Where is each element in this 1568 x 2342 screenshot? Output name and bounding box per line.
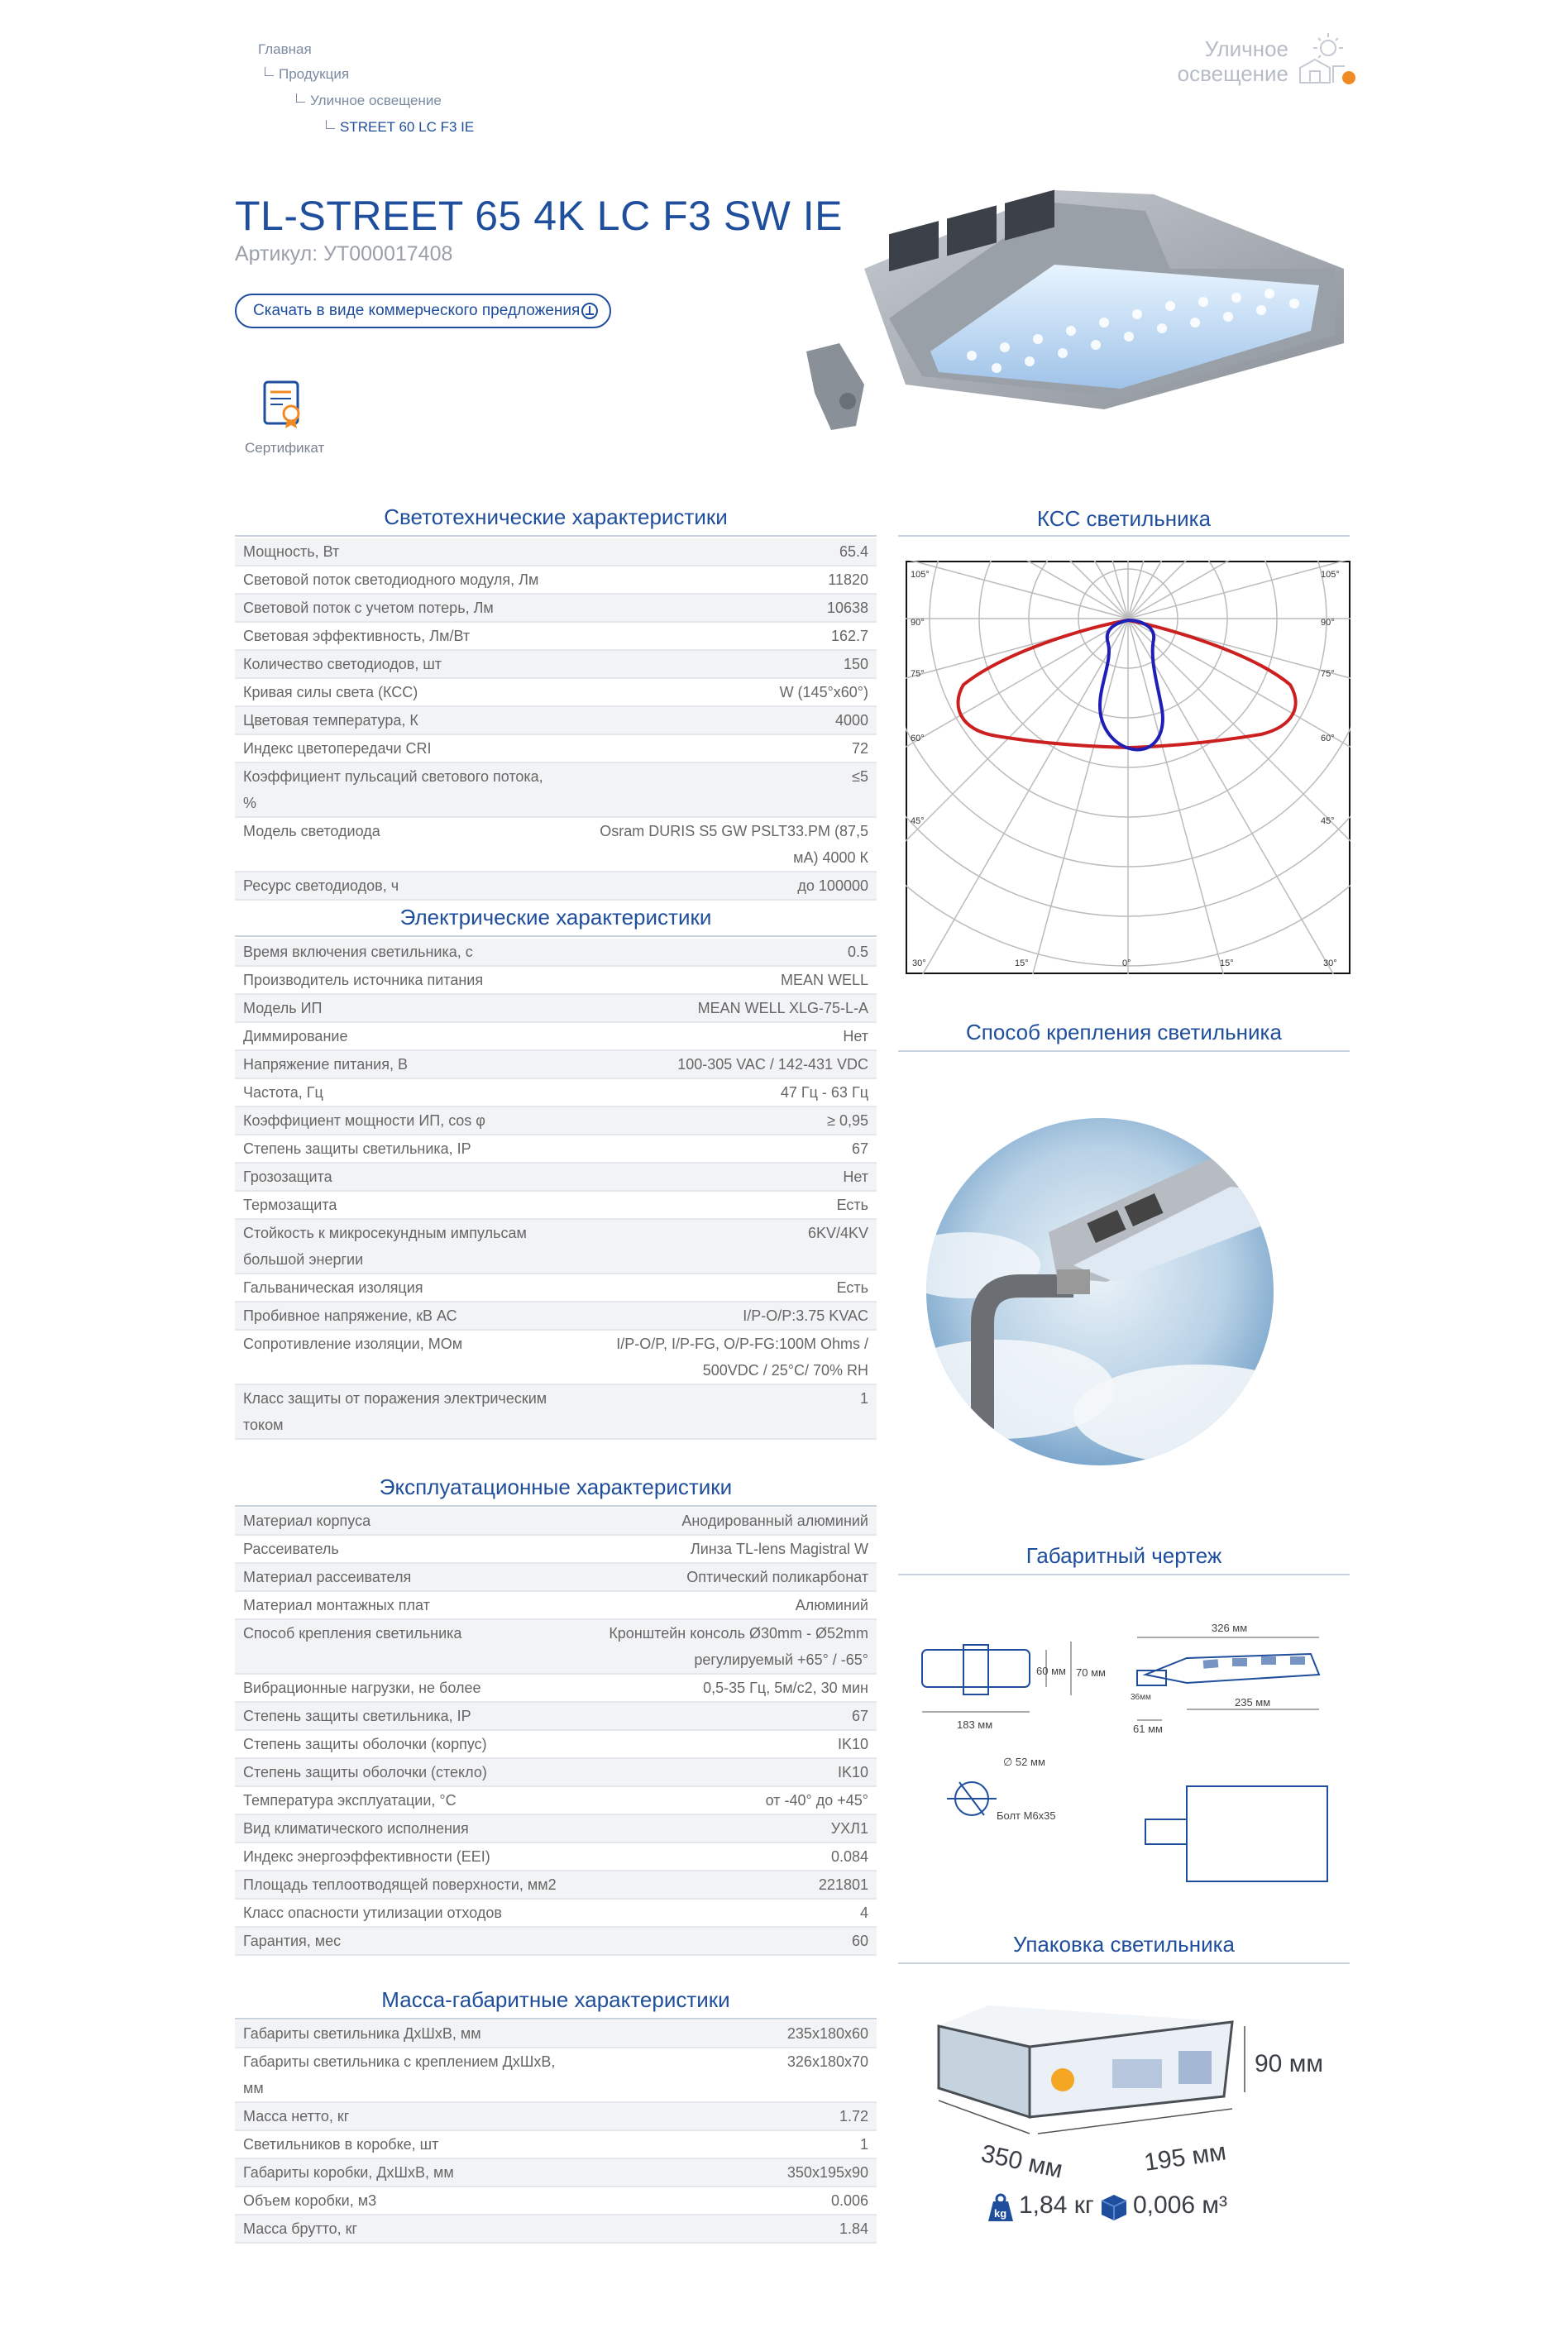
spec-name: Гальваническая изоляция bbox=[235, 1274, 566, 1302]
spec-name: Грозозащита bbox=[235, 1163, 566, 1191]
table-row bbox=[235, 762, 877, 817]
spec-value: Osram DURIS S5 GW PSLT33.PM (87,5 мА) 4000 К bbox=[566, 817, 877, 872]
spec-value: I/P-O/P:3.75 KVAC bbox=[566, 1302, 877, 1330]
spec-name: Температура эксплуатации, °С bbox=[235, 1786, 566, 1814]
operation-specs-title: Эксплуатационные характеристики bbox=[235, 1475, 877, 1507]
package-volume: 0,006 м³ bbox=[1133, 2191, 1228, 2219]
ksc-left-label: 60° bbox=[911, 734, 925, 743]
table-row bbox=[235, 2130, 877, 2158]
ksc-right-label: 60° bbox=[1321, 734, 1335, 743]
spec-value: 0.006 bbox=[566, 2187, 877, 2215]
spec-value: 0.084 bbox=[566, 1843, 877, 1871]
ksc-right-label: 90° bbox=[1321, 618, 1335, 628]
light-specs-table bbox=[235, 538, 877, 901]
spec-value: 67 bbox=[566, 1135, 877, 1163]
spec-name: Степень защиты светильника, IP bbox=[235, 1135, 566, 1163]
table-row bbox=[235, 1302, 877, 1330]
spec-name: Световой поток светодиодного модуля, Лм bbox=[235, 566, 566, 594]
spec-name: Объем коробки, м3 bbox=[235, 2187, 566, 2215]
spec-value: Нет bbox=[566, 1022, 877, 1050]
spec-value: 10638 bbox=[566, 594, 877, 622]
ksc-right-label: 45° bbox=[1321, 816, 1335, 826]
ksc-bottom-label: 30° bbox=[912, 958, 926, 968]
spec-name: Коэффициент пульсаций светового потока, % bbox=[235, 762, 566, 817]
spec-value: 235х180х60 bbox=[566, 2020, 877, 2048]
spec-name: Класс опасности утилизации отходов bbox=[235, 1899, 566, 1927]
electric-specs-title: Электрические характеристики bbox=[235, 905, 877, 937]
spec-value: УХЛ1 bbox=[566, 1814, 877, 1843]
table-row bbox=[235, 1508, 877, 1535]
spec-name: Светильников в коробке, шт bbox=[235, 2130, 566, 2158]
street-light-category-icon bbox=[1297, 31, 1356, 88]
ksc-right-label: 75° bbox=[1321, 669, 1335, 679]
spec-name: Вид климатического исполнения bbox=[235, 1814, 566, 1843]
spec-value: 162.7 bbox=[566, 622, 877, 650]
category-line2: освещение bbox=[1177, 61, 1288, 86]
dim-235: 235 мм bbox=[1235, 1696, 1271, 1709]
ksc-bottom-label: 15° bbox=[1220, 958, 1234, 968]
spec-value: Нет bbox=[566, 1163, 877, 1191]
table-row bbox=[235, 566, 877, 594]
spec-value: IK10 bbox=[566, 1758, 877, 1786]
spec-name: Класс защиты от поражения электрическим током bbox=[235, 1384, 566, 1439]
spec-name: Индекс цветопередачи CRI bbox=[235, 734, 566, 762]
dim-70: 70 мм bbox=[1076, 1666, 1106, 1679]
spec-name: Частота, Гц bbox=[235, 1078, 566, 1106]
spec-name: Габариты светильника ДхШхВ, мм bbox=[235, 2020, 566, 2048]
table-row bbox=[235, 1702, 877, 1730]
kg-weight-icon bbox=[987, 2193, 1015, 2223]
package-width-label: 195 мм bbox=[1142, 2138, 1228, 2177]
electric-specs-table bbox=[235, 939, 877, 1440]
spec-value: от -40° до +45° bbox=[566, 1786, 877, 1814]
spec-name: Индекс энергоэффективности (EEI) bbox=[235, 1843, 566, 1871]
spec-name: Масса нетто, кг bbox=[235, 2102, 566, 2130]
table-row bbox=[235, 1871, 877, 1899]
breadcrumb-products[interactable]: Продукция bbox=[265, 66, 349, 83]
dim-183: 183 мм bbox=[957, 1718, 993, 1731]
table-row bbox=[235, 650, 877, 678]
spec-value: MEAN WELL XLG-75-L-A bbox=[566, 994, 877, 1022]
table-row bbox=[235, 1219, 877, 1274]
ksc-polar-diagram bbox=[906, 561, 1350, 974]
table-row bbox=[235, 2187, 877, 2215]
spec-value: 1 bbox=[566, 2130, 877, 2158]
spec-name: Модель ИП bbox=[235, 994, 566, 1022]
mount-title: Способ крепления светильника bbox=[898, 1020, 1350, 1052]
spec-name: Степень защиты оболочки (стекло) bbox=[235, 1758, 566, 1786]
dim-52: ∅ 52 мм bbox=[1003, 1756, 1045, 1768]
spec-value: 0,5-35 Гц, 5м/с2, 30 мин bbox=[566, 1674, 877, 1702]
ksc-left-label: 45° bbox=[911, 816, 925, 826]
spec-value: Алюминий bbox=[566, 1591, 877, 1619]
spec-value: I/P-O/P, I/P-FG, O/P-FG:100M Ohms / 500VDC / 25°C/ 70% RH bbox=[566, 1330, 877, 1384]
spec-value: Кронштейн консоль Ø30mm - Ø52mm регулируемый +65° / -65° bbox=[566, 1619, 877, 1674]
table-row bbox=[235, 1274, 877, 1302]
table-row bbox=[235, 1078, 877, 1106]
spec-name: Световая эффективность, Лм/Вт bbox=[235, 622, 566, 650]
ksc-left-label: 105° bbox=[911, 570, 930, 580]
download-offer-button[interactable] bbox=[235, 294, 611, 328]
spec-name: Модель светодиода bbox=[235, 817, 566, 872]
dim-60: 60 мм bbox=[1036, 1665, 1066, 1677]
table-row bbox=[235, 1135, 877, 1163]
spec-name: Степень защиты оболочки (корпус) bbox=[235, 1730, 566, 1758]
spec-value: ≤5 bbox=[566, 762, 877, 817]
category-label[interactable] bbox=[1178, 36, 1288, 86]
table-row bbox=[235, 1730, 877, 1758]
spec-name: Способ крепления светильника bbox=[235, 1619, 566, 1674]
table-row bbox=[235, 2215, 877, 2243]
spec-name: Производитель источника питания bbox=[235, 966, 566, 994]
spec-name: Вибрационные нагрузки, не более bbox=[235, 1674, 566, 1702]
spec-name: Материал монтажных плат bbox=[235, 1591, 566, 1619]
spec-name: Мощность, Вт bbox=[235, 538, 566, 566]
breadcrumb-current: STREET 60 LC F3 IE bbox=[326, 119, 474, 136]
spec-value: Оптический поликарбонат bbox=[566, 1563, 877, 1591]
table-row bbox=[235, 622, 877, 650]
spec-name: Габариты светильника с креплением ДхШхВ, мм bbox=[235, 2048, 566, 2102]
table-row bbox=[235, 678, 877, 706]
table-row bbox=[235, 1535, 877, 1563]
table-row bbox=[235, 1814, 877, 1843]
ksc-title: КСС светильника bbox=[898, 506, 1350, 537]
table-row bbox=[235, 538, 877, 566]
product-article: Артикул: УТ000017408 bbox=[235, 242, 453, 265]
spec-value: ≥ 0,95 bbox=[566, 1106, 877, 1135]
spec-value: 47 Гц - 63 Гц bbox=[566, 1078, 877, 1106]
ksc-bottom-label: 0° bbox=[1122, 958, 1131, 968]
spec-value: 11820 bbox=[566, 566, 877, 594]
drawing-title: Габаритный чертеж bbox=[898, 1543, 1350, 1575]
dim-326: 326 мм bbox=[1212, 1622, 1248, 1634]
table-row bbox=[235, 1163, 877, 1191]
svg-text:kg: kg bbox=[994, 2207, 1007, 2220]
ksc-right-label: 105° bbox=[1321, 570, 1340, 580]
table-row bbox=[235, 1899, 877, 1927]
spec-value: Линза TL-lens Magistral W bbox=[566, 1535, 877, 1563]
table-row bbox=[235, 2102, 877, 2130]
table-row bbox=[235, 1758, 877, 1786]
table-row bbox=[235, 1050, 877, 1078]
cube-icon bbox=[1100, 2193, 1128, 2221]
ksc-bottom-label: 30° bbox=[1323, 958, 1337, 968]
spec-value: 100-305 VAC / 142-431 VDC bbox=[566, 1050, 877, 1078]
table-row bbox=[235, 817, 877, 872]
spec-value: 4000 bbox=[566, 706, 877, 734]
table-row bbox=[235, 1843, 877, 1871]
light-specs-title: Светотехнические характеристики bbox=[235, 504, 877, 537]
table-row bbox=[235, 939, 877, 966]
category-line1: Уличное bbox=[1204, 36, 1288, 61]
product-title: TL-STREET 65 4K LC F3 SW IE bbox=[235, 193, 844, 239]
spec-name: Пробивное напряжение, кВ АС bbox=[235, 1302, 566, 1330]
spec-value: 67 bbox=[566, 1702, 877, 1730]
spec-value: 4 bbox=[566, 1899, 877, 1927]
spec-name: Материал рассеивателя bbox=[235, 1563, 566, 1591]
table-row bbox=[235, 994, 877, 1022]
table-row bbox=[235, 734, 877, 762]
spec-value: IK10 bbox=[566, 1730, 877, 1758]
table-row bbox=[235, 1106, 877, 1135]
spec-name: Гарантия, мес bbox=[235, 1927, 566, 1955]
spec-name: Время включения светильника, с bbox=[235, 939, 566, 966]
spec-value: Есть bbox=[566, 1191, 877, 1219]
breadcrumb-home[interactable]: Главная bbox=[258, 41, 312, 57]
dim-36: 36мм bbox=[1131, 1693, 1151, 1702]
spec-name: Количество светодиодов, шт bbox=[235, 650, 566, 678]
table-row bbox=[235, 2158, 877, 2187]
table-row bbox=[235, 966, 877, 994]
spec-name: Термозащита bbox=[235, 1191, 566, 1219]
dimension-drawing bbox=[914, 1608, 1344, 1890]
dimension-specs-title: Масса-габаритные характеристики bbox=[235, 1987, 877, 2019]
table-row bbox=[235, 1330, 877, 1384]
spec-value: 6KV/4KV bbox=[566, 1219, 877, 1274]
spec-name: Материал корпуса bbox=[235, 1508, 566, 1535]
spec-value: 150 bbox=[566, 650, 877, 678]
table-row bbox=[235, 2048, 877, 2102]
table-row bbox=[235, 1786, 877, 1814]
spec-name: Цветовая температура, К bbox=[235, 706, 566, 734]
table-row bbox=[235, 1674, 877, 1702]
spec-value: 0.5 bbox=[566, 939, 877, 966]
download-icon bbox=[581, 303, 598, 319]
table-row bbox=[235, 1927, 877, 1955]
package-illustration bbox=[914, 1989, 1352, 2220]
spec-name: Степень защиты светильника, IP bbox=[235, 1702, 566, 1730]
ksc-bottom-label: 15° bbox=[1015, 958, 1029, 968]
table-row bbox=[235, 594, 877, 622]
spec-value: 326х180х70 bbox=[566, 2048, 877, 2102]
package-height-label: 90 мм bbox=[1255, 2050, 1323, 2077]
spec-name: Стойкость к микросекундным импульсам большой энергии bbox=[235, 1219, 566, 1274]
spec-value: 1 bbox=[566, 1384, 877, 1439]
spec-value: 221801 bbox=[566, 1871, 877, 1899]
spec-name: Площадь теплоотводящей поверхности, мм2 bbox=[235, 1871, 566, 1899]
spec-value: 65.4 bbox=[566, 538, 877, 566]
spec-value: MEAN WELL bbox=[566, 966, 877, 994]
table-row bbox=[235, 1591, 877, 1619]
table-row bbox=[235, 2020, 877, 2048]
table-row bbox=[235, 1191, 877, 1219]
table-row bbox=[235, 1022, 877, 1050]
table-row bbox=[235, 1384, 877, 1439]
ksc-left-label: 90° bbox=[911, 618, 925, 628]
table-row bbox=[235, 706, 877, 734]
spec-value: до 100000 bbox=[566, 872, 877, 900]
package-title: Упаковка светильника bbox=[898, 1932, 1350, 1964]
spec-name: Световой поток с учетом потерь, Лм bbox=[235, 594, 566, 622]
spec-name: Ресурс светодиодов, ч bbox=[235, 872, 566, 900]
ksc-left-label: 75° bbox=[911, 669, 925, 679]
operation-specs-table bbox=[235, 1508, 877, 1956]
package-weight: 1,84 кг bbox=[1019, 2191, 1094, 2219]
certificate-icon[interactable] bbox=[261, 379, 306, 430]
table-row bbox=[235, 1619, 877, 1674]
dimension-specs-table bbox=[235, 2020, 877, 2244]
product-image bbox=[806, 178, 1365, 438]
breadcrumb-arrow-icon bbox=[326, 120, 335, 129]
breadcrumb-arrow-icon bbox=[265, 67, 274, 76]
spec-value: 350х195х90 bbox=[566, 2158, 877, 2187]
certificate-label[interactable]: Сертификат bbox=[245, 440, 325, 456]
spec-value: 1.84 bbox=[566, 2215, 877, 2243]
spec-value: Анодированный алюминий bbox=[566, 1508, 877, 1535]
breadcrumb-street-lighting[interactable]: Уличное освещение bbox=[296, 93, 442, 109]
spec-name: Напряжение питания, В bbox=[235, 1050, 566, 1078]
mount-illustration bbox=[900, 1116, 1346, 1472]
spec-name: Рассеиватель bbox=[235, 1535, 566, 1563]
spec-name: Масса брутто, кг bbox=[235, 2215, 566, 2243]
spec-value: 60 bbox=[566, 1927, 877, 1955]
spec-name: Коэффициент мощности ИП, cos φ bbox=[235, 1106, 566, 1135]
table-row bbox=[235, 872, 877, 900]
package-length-label: 350 мм bbox=[978, 2139, 1065, 2184]
spec-name: Сопротивление изоляции, МОм bbox=[235, 1330, 566, 1384]
spec-name: Диммирование bbox=[235, 1022, 566, 1050]
breadcrumb-arrow-icon bbox=[296, 93, 305, 103]
spec-name: Кривая силы света (КСС) bbox=[235, 678, 566, 706]
dim-61: 61 мм bbox=[1133, 1723, 1163, 1735]
spec-value: 1.72 bbox=[566, 2102, 877, 2130]
spec-value: 72 bbox=[566, 734, 877, 762]
download-offer-label: Скачать в виде коммерческого предложения bbox=[253, 302, 581, 319]
spec-value: W (145°х60°) bbox=[566, 678, 877, 706]
dim-bolt: Болт М6х35 bbox=[997, 1809, 1056, 1822]
table-row bbox=[235, 1563, 877, 1591]
spec-name: Габариты коробки, ДхШхВ, мм bbox=[235, 2158, 566, 2187]
spec-value: Есть bbox=[566, 1274, 877, 1302]
